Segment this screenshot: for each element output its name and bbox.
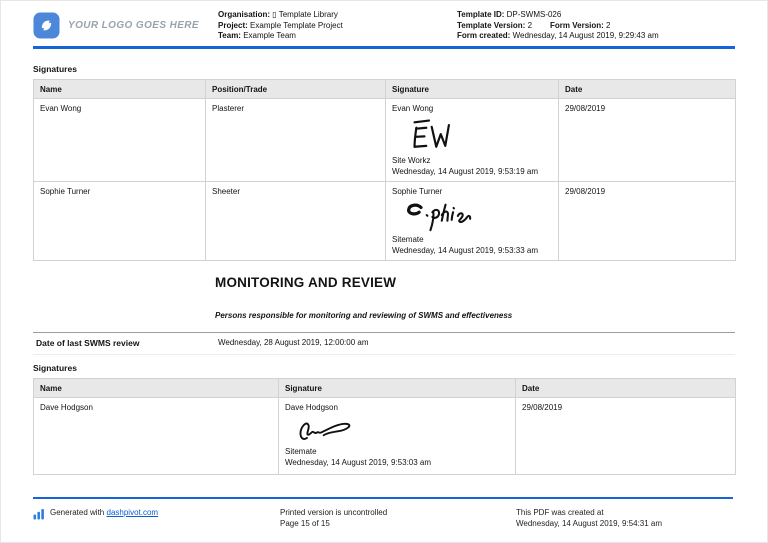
logo — [33, 10, 218, 39]
signature-name: Evan Wong — [392, 103, 434, 113]
bar-chart-icon — [33, 508, 45, 520]
signature-company: Sitemate — [285, 446, 317, 456]
monitoring-review-heading: MONITORING AND REVIEW — [215, 274, 397, 290]
last-review-value: Wednesday, 28 August 2019, 12:00:00 am — [218, 337, 369, 347]
pdf-created-timestamp: Wednesday, 14 August 2019, 9:54:31 am — [516, 519, 663, 528]
template-version-label: Template Version: — [457, 20, 526, 30]
dashpivot-link[interactable]: dashpivot.com — [106, 508, 159, 517]
signatures-section-title: Signatures — [33, 362, 77, 373]
form-created-label: Form created: — [457, 31, 511, 40]
signature-timestamp: Wednesday, 14 August 2019, 9:53:19 am — [392, 166, 539, 176]
signer-position: Sheeter — [206, 181, 386, 260]
signature-date: 29/08/2019 — [559, 98, 736, 181]
organisation-label: Organisation: — [218, 10, 271, 19]
team-value: Example Team — [243, 31, 296, 40]
column-header-name: Name — [34, 79, 206, 98]
organisation-value: ▯ Template Library — [272, 10, 338, 19]
handwritten-signature-image — [293, 415, 363, 445]
page-number: Page 15 of 15 — [280, 519, 330, 528]
template-id-value: DP-SWMS-026 — [506, 10, 562, 19]
template-id-label: Template ID: — [457, 10, 505, 19]
monitoring-review-subtitle: Persons responsible for monitoring and reviewing of SWMS and effectiveness — [215, 310, 513, 320]
column-header-date: Date — [516, 378, 736, 397]
generated-with — [33, 507, 280, 529]
column-header-signature: Signature — [279, 378, 516, 397]
review-signatures-table — [33, 378, 736, 475]
signer-name: Dave Hodgson — [34, 397, 279, 474]
signature-timestamp: Wednesday, 14 August 2019, 9:53:03 am — [285, 457, 432, 467]
project-label: Project: — [218, 20, 248, 30]
signatures-table — [33, 79, 736, 261]
header-divider — [33, 46, 735, 49]
table-row — [34, 397, 736, 474]
table-row — [34, 98, 736, 181]
signature-timestamp: Wednesday, 14 August 2019, 9:53:33 am — [392, 245, 539, 255]
signature-company: Site Workz — [392, 155, 431, 165]
signer-name: Sophie Turner — [34, 181, 206, 260]
generated-prefix: Generated with — [50, 508, 105, 517]
signatures-section-title: Signatures — [33, 63, 77, 74]
column-header-date: Date — [559, 79, 736, 98]
last-review-label: Date of last SWMS review — [36, 337, 140, 348]
form-created-value: Wednesday, 14 August 2019, 9:29:43 am — [512, 31, 659, 40]
signer-name: Evan Wong — [34, 98, 206, 181]
signature-date: 29/08/2019 — [559, 181, 736, 260]
team-line — [218, 31, 457, 42]
organisation-line — [218, 10, 457, 21]
page-header — [0, 0, 768, 42]
print-info — [280, 507, 516, 529]
signature-date: 29/08/2019 — [516, 397, 736, 474]
template-id-line — [457, 10, 735, 21]
column-header-position: Position/Trade — [206, 79, 386, 98]
uncontrolled-notice: Printed version is uncontrolled — [280, 508, 388, 517]
handwritten-signature-image — [400, 116, 458, 154]
pdf-created-label: This PDF was created at — [516, 508, 604, 517]
project-line — [218, 21, 457, 32]
signature-cell — [386, 98, 559, 181]
last-review-row — [33, 332, 735, 355]
signature-name: Dave Hodgson — [285, 402, 338, 412]
generated-with-text — [50, 507, 158, 518]
footer-divider — [33, 497, 733, 499]
project-value: Example Template Project — [250, 20, 343, 30]
form-version-label: Form Version: — [550, 20, 604, 30]
handwritten-signature-image — [400, 199, 476, 233]
signature-cell — [279, 397, 516, 474]
page-footer — [33, 507, 735, 529]
signature-company: Sitemate — [392, 234, 424, 244]
form-created-line — [457, 31, 735, 42]
table-header-row — [34, 378, 736, 397]
column-header-signature: Signature — [386, 79, 559, 98]
signature-cell — [386, 181, 559, 260]
logo-placeholder-text: YOUR LOGO GOES HERE — [68, 20, 199, 31]
table-header-row — [34, 79, 736, 98]
table-row — [34, 181, 736, 260]
pdf-created-info — [516, 507, 735, 529]
template-version-value: 2 — [527, 20, 533, 30]
form-version-value: 2 — [606, 20, 611, 30]
template-info — [457, 10, 735, 42]
company-logo-icon — [33, 12, 60, 39]
signature-name: Sophie Turner — [392, 186, 443, 196]
column-header-name: Name — [34, 378, 279, 397]
team-label: Team: — [218, 31, 241, 40]
organisation-info — [218, 10, 457, 42]
signer-position: Plasterer — [206, 98, 386, 181]
versions-line — [457, 21, 735, 32]
